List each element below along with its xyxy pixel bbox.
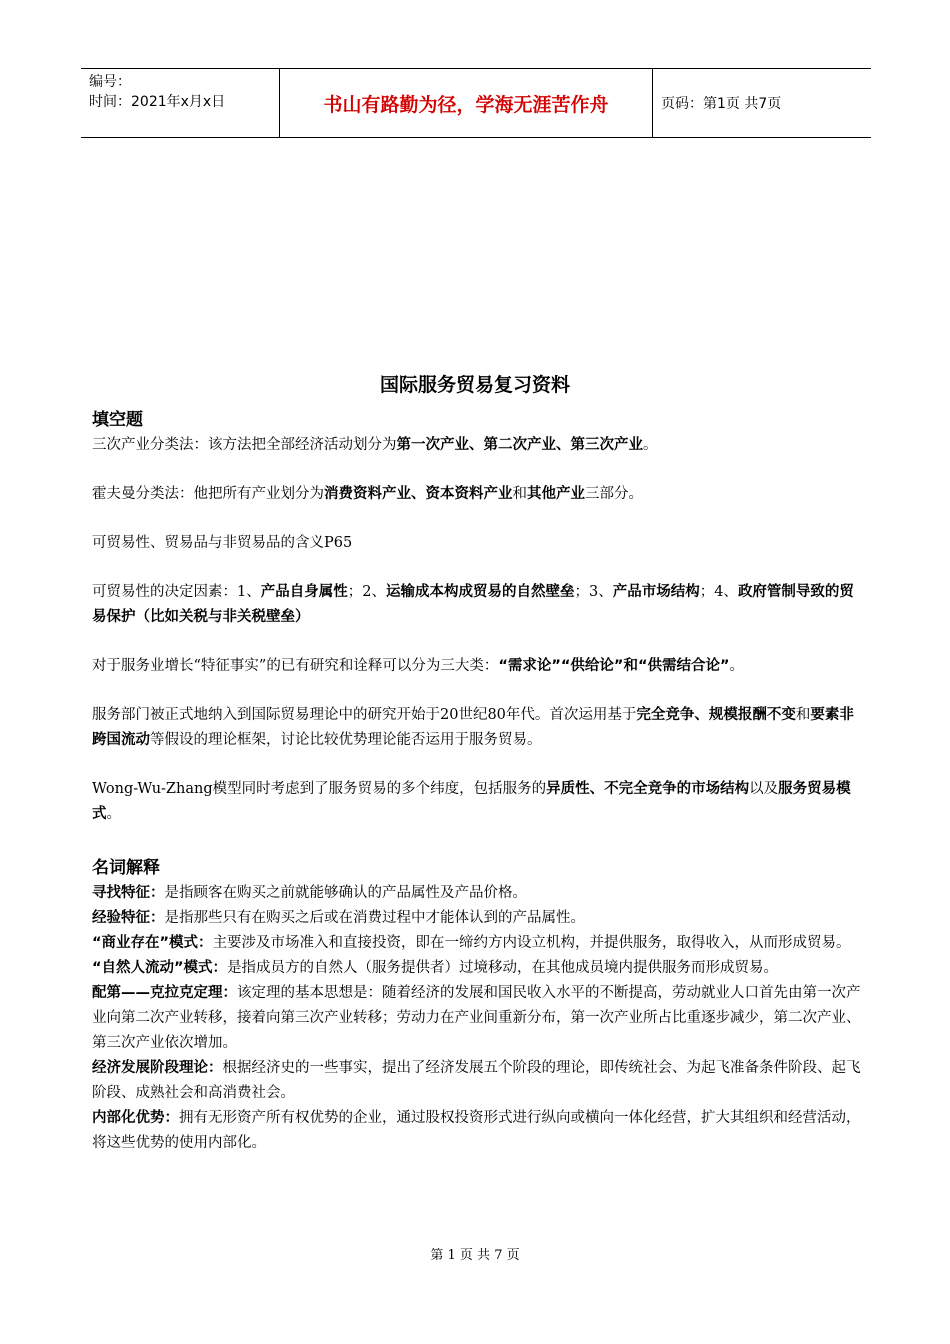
- document-title: 国际服务贸易复习资料: [379, 374, 570, 396]
- term-item: 经济发展阶段理论：根据经济史的一些事实，提出了经济发展五个阶段的理论，即传统社会、为起飞准备条件阶段、起飞阶段、成熟社会和高消费社会。: [92, 1060, 861, 1101]
- paragraph-service-theory: 服务部门被正式地纳入到国际贸易理论中的研究开始于20世纪80年代。首次运用基于完全竞争、规模报酬不变和要素非跨国流动等假设的理论框架，讨论比较优势理论能否运用于服务贸易。: [92, 707, 854, 748]
- paragraph-hoffmann: 霍夫曼分类法：他把所有产业划分为消费资料产业、资本资料产业和其他产业三部分。: [92, 486, 643, 502]
- term-item: 内部化优势：拥有无形资产所有权优势的企业，通过股权投资形式进行纵向或横向一体化经营，扩大其组织和经营活动，将这些优势的使用内部化。: [92, 1110, 861, 1151]
- header-time-label: 时间：2021年x月x日: [89, 94, 226, 110]
- document-body: [92, 407, 862, 1156]
- term-item: 经验特征：是指那些只有在购买之后或在消费过程中才能体认到的产品属性。: [92, 910, 585, 926]
- header-number-label: 编号：: [89, 74, 131, 90]
- section-heading-terms: 名词解释: [92, 858, 160, 878]
- paragraph-tradability-factors: 可贸易性的决定因素：1、产品自身属性；2、运输成本构成贸易的自然壁垒；3、产品市场结构；4、政府管制导致的贸易保护（比如关税与非关税壁垒）: [92, 584, 854, 625]
- page-header: [81, 68, 871, 138]
- paragraph-wong-wu-zhang: Wong-Wu-Zhang模型同时考虑到了服务贸易的多个纬度，包括服务的异质性、不完全竞争的市场结构以及服务贸易模式。: [92, 781, 851, 822]
- term-item: 配第——克拉克定理：该定理的基本思想是：随着经济的发展和国民收入水平的不断提高，劳动就业人口首先由第一次产业向第二次产业转移，接着向第三次产业转移；劳动力在产业间重新分布，第一次产业所占比重逐步减少，第二次产业、第三次产业依次增加。: [92, 985, 861, 1051]
- page-footer: 第 1 页 共 7 页: [430, 1248, 520, 1263]
- term-item: 寻找特征：是指顾客在购买之前就能够确认的产品属性及产品价格。: [92, 885, 527, 901]
- header-page-label: 页码：第1页 共7页: [661, 96, 782, 112]
- header-info-cell: [81, 69, 280, 137]
- paragraph-service-growth: 对于服务业增长“特征事实”的已有研究和诠释可以分为三大类：“需求论”“供给论”和“供需结合论”。: [92, 658, 745, 674]
- header-motto: 书山有路勤为径，学海无涯苦作舟: [280, 69, 653, 137]
- section-heading-fill-blank: 填空题: [92, 410, 143, 430]
- term-item: “自然人流动”模式：是指成员方的自然人（服务提供者）过境移动，在其他成员境内提供服务而形成贸易。: [92, 960, 779, 976]
- paragraph-three-sector: 三次产业分类法：该方法把全部经济活动划分为第一次产业、第二次产业、第三次产业。: [92, 437, 658, 453]
- paragraph-tradability: 可贸易性、贸易品与非贸易品的含义P65: [92, 535, 353, 551]
- term-item: “商业存在”模式：主要涉及市场准入和直接投资，即在一缔约方内设立机构，并提供服务，取得收入，从而形成贸易。: [92, 935, 851, 951]
